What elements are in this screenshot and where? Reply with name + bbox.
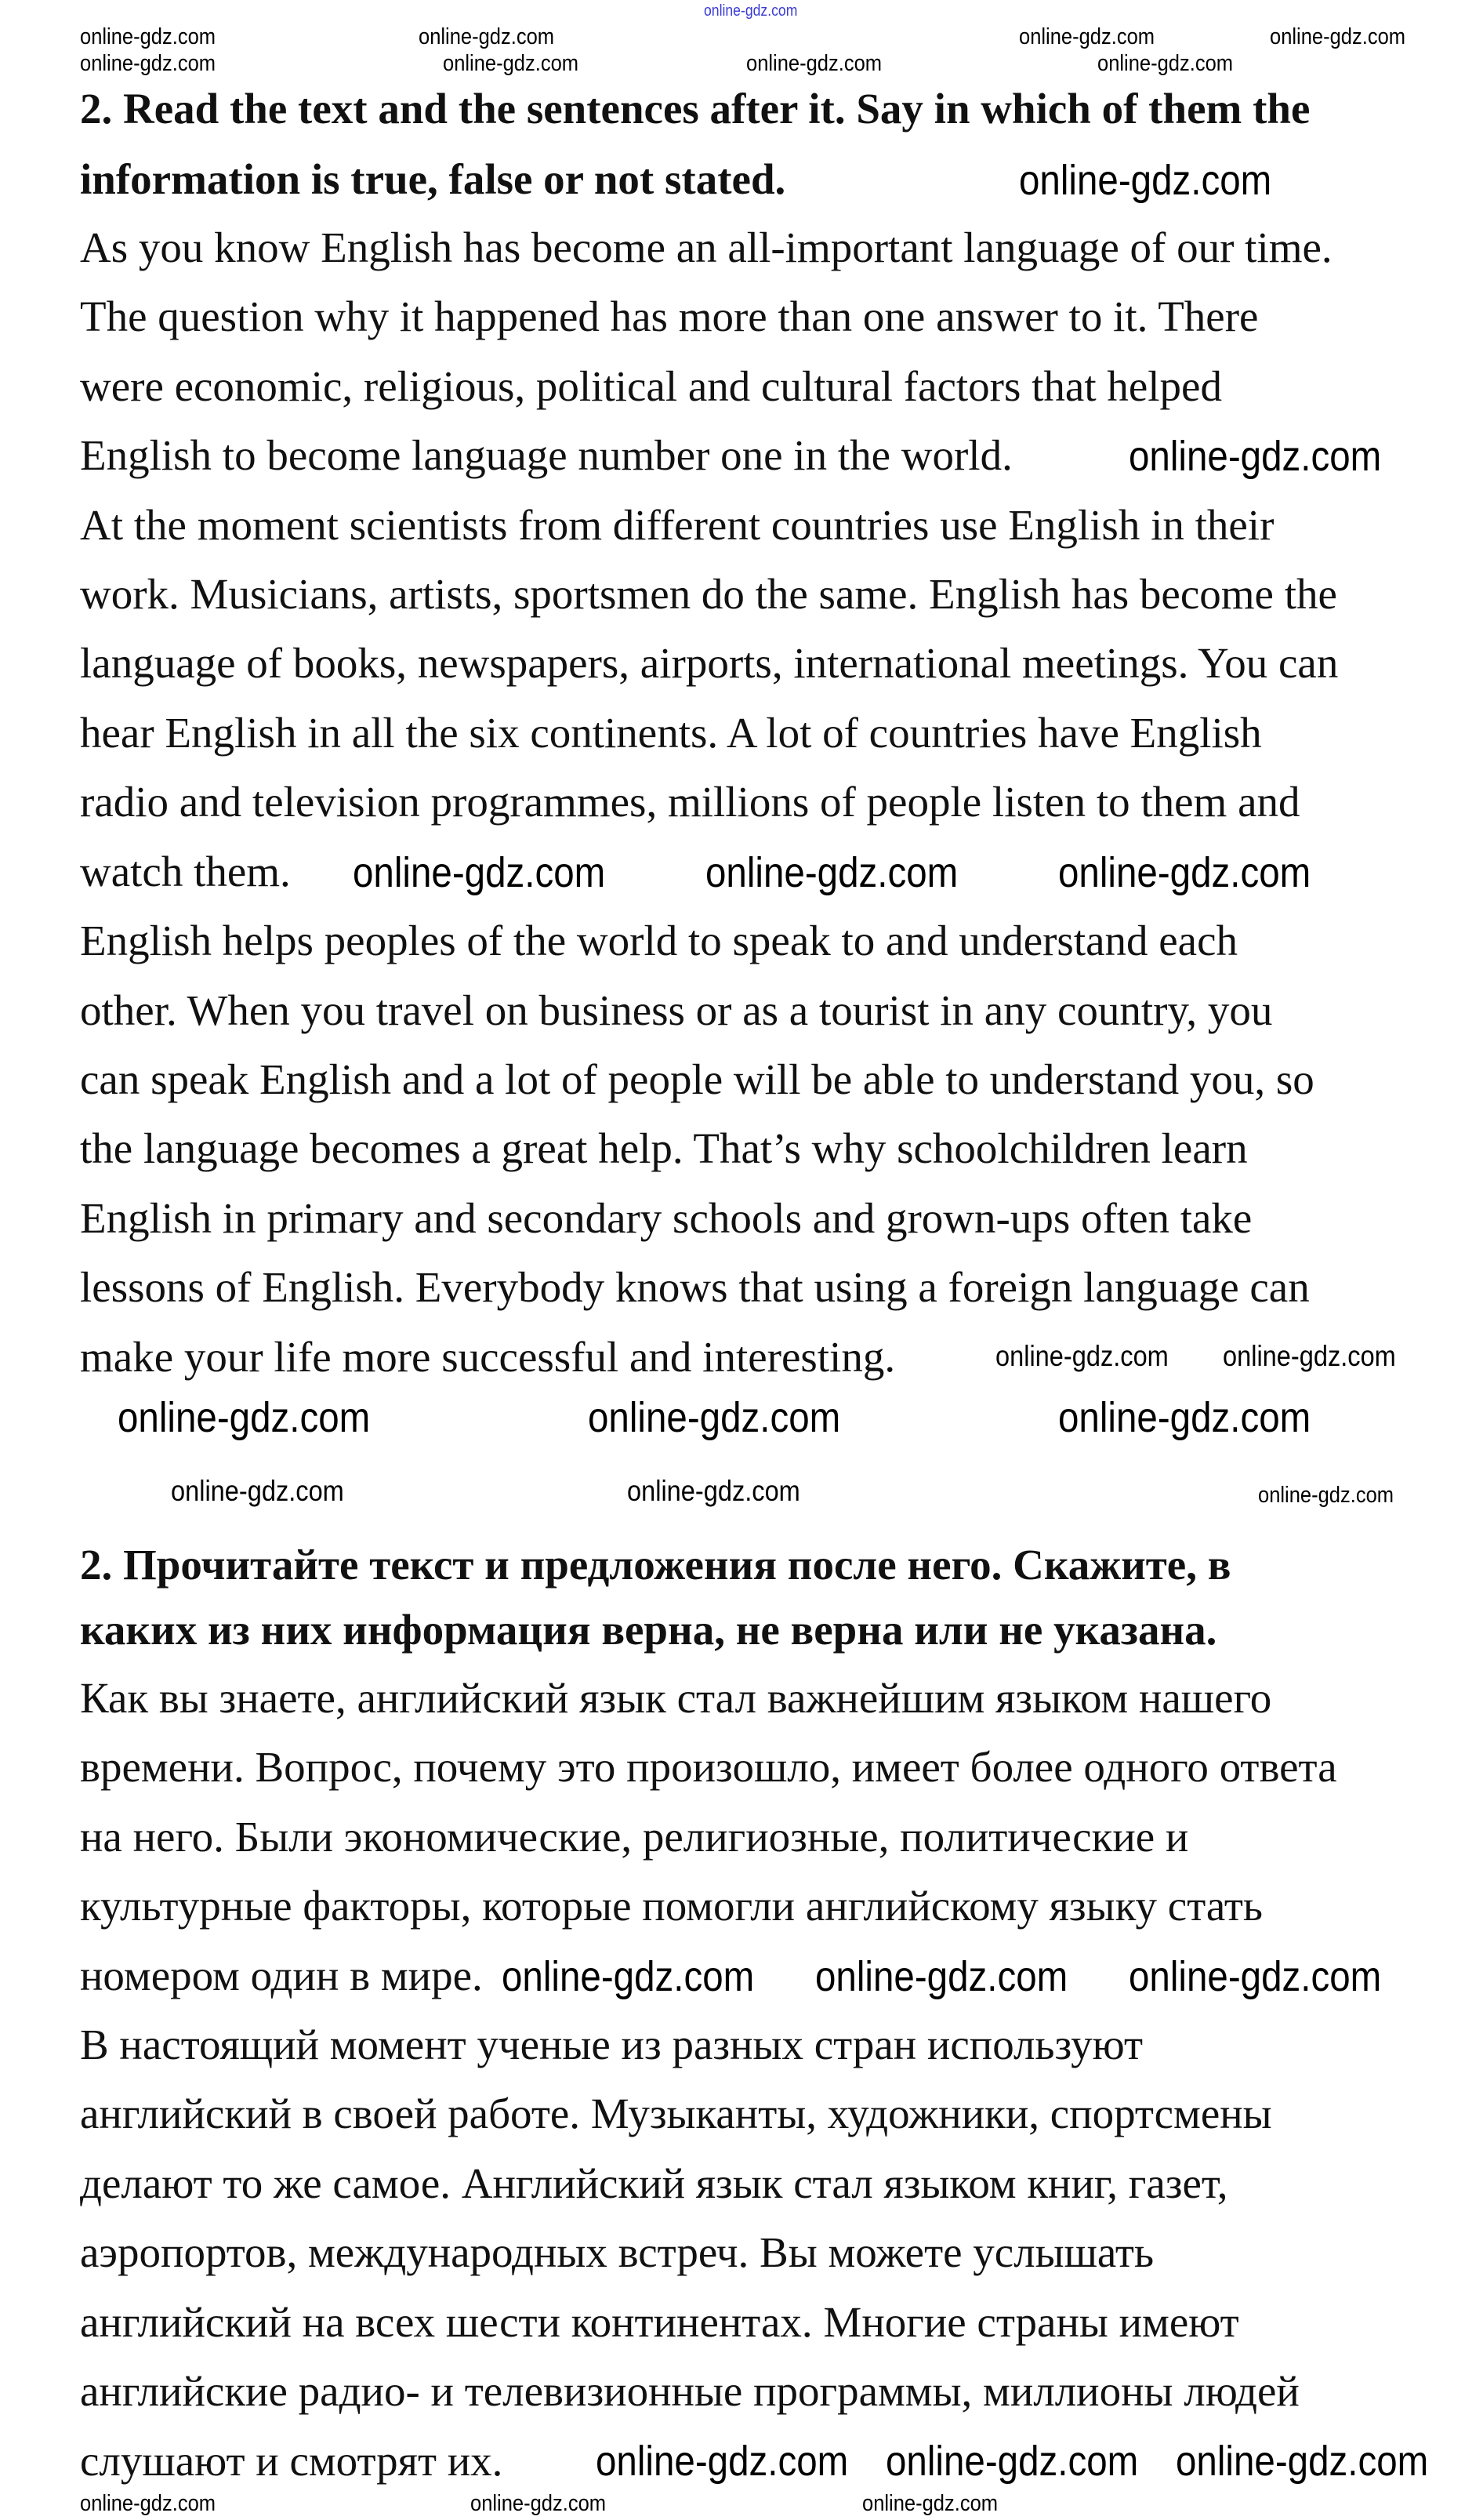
watermark: online-gdz.com	[118, 1394, 371, 1441]
watermark: online-gdz.com	[353, 849, 606, 896]
watermark: online-gdz.com	[470, 2491, 607, 2516]
text-line: английский на всех шести континентах. Многие страны имеют	[80, 2298, 1239, 2346]
watermark: online-gdz.com	[1129, 433, 1382, 480]
watermark: online-gdz.com	[1019, 24, 1155, 49]
text-line: аэропортов, международных встреч. Вы можете услышать	[80, 2228, 1155, 2276]
text-line: делают то же самое. Английский язык стал языком книг, газет,	[80, 2159, 1228, 2207]
watermark: online-gdz.com	[1176, 2438, 1429, 2485]
text-line: времени. Вопрос, почему это произошло, имеет более одного ответа	[80, 1743, 1337, 1791]
text-line: As you know English has become an all-important language of our time.	[80, 223, 1333, 271]
watermark: online-gdz.com	[80, 2491, 216, 2516]
text-line: номером один в мире.	[80, 1952, 483, 1999]
text-line: English in primary and secondary schools and grown-ups often take	[80, 1194, 1253, 1242]
watermark: online-gdz.com	[1270, 24, 1406, 49]
watermark: online-gdz.com	[746, 51, 883, 76]
text-line: The question why it happened has more than one answer to it. There	[80, 292, 1259, 340]
text-line: can speak English and a lot of people will be able to understand you, so	[80, 1055, 1314, 1103]
russian-heading-line: 2. Прочитайте текст и предложения после него. Скажите, в	[80, 1541, 1231, 1589]
text-line: английский в своей работе. Музыканты, художники, спортсмены	[80, 2090, 1272, 2137]
text-line: make your life more successful and interesting.	[80, 1333, 896, 1381]
english-heading-line: 2. Read the text and the sentences after it. Say in which of them the	[80, 85, 1311, 133]
text-line: other. When you travel on business or as a tourist in any country, you	[80, 986, 1273, 1034]
watermark: online-gdz.com	[627, 1475, 800, 1507]
watermark: online-gdz.com	[443, 51, 579, 76]
text-line: Как вы знаете, английский язык стал важнейшим языком нашего	[80, 1674, 1272, 1722]
text-line: watch them.	[80, 848, 291, 895]
text-line: language of books, newspapers, airports, international meetings. You can	[80, 639, 1339, 687]
watermark: online-gdz.com	[1058, 1394, 1311, 1441]
text-line: English to become language number one in the world.	[80, 431, 1013, 479]
text-line: work. Musicians, artists, sportsmen do the same. English has become the	[80, 570, 1337, 618]
watermark: online-gdz.com	[886, 2438, 1139, 2485]
watermark: online-gdz.com	[705, 849, 959, 896]
watermark: online-gdz.com	[419, 24, 555, 49]
watermark: online-gdz.com	[1019, 157, 1272, 204]
watermark: online-gdz.com	[862, 2491, 999, 2516]
text-line: At the moment scientists from different countries use English in their	[80, 501, 1275, 549]
watermark: online-gdz.com	[588, 1394, 841, 1441]
text-line: were economic, religious, political and cultural factors that helped	[80, 362, 1222, 410]
watermark: online-gdz.com	[704, 2, 798, 20]
text-line: English helps peoples of the world to speak to and understand each	[80, 917, 1238, 964]
watermark: online-gdz.com	[171, 1475, 344, 1507]
text-line: hear English in all the six continents. A lot of countries have English	[80, 709, 1262, 757]
text-line: lessons of English. Everybody knows that using a foreign language can	[80, 1263, 1310, 1311]
watermark: online-gdz.com	[995, 1340, 1169, 1372]
watermark: online-gdz.com	[80, 51, 216, 76]
watermark: online-gdz.com	[815, 1953, 1068, 2000]
watermark: online-gdz.com	[1258, 1483, 1394, 1508]
russian-heading-line: каких из них информация верна, не верна или не указана.	[80, 1606, 1217, 1654]
watermark: online-gdz.com	[1223, 1340, 1396, 1372]
watermark: online-gdz.com	[502, 1953, 755, 2000]
text-line: the language becomes a great help. That’s why schoolchildren learn	[80, 1124, 1248, 1172]
watermark: online-gdz.com	[1058, 849, 1311, 896]
text-line: культурные факторы, которые помогли английскому языку стать	[80, 1882, 1264, 1930]
watermark: online-gdz.com	[80, 24, 216, 49]
text-line: на него. Были экономические, религиозные, политические и	[80, 1813, 1189, 1861]
text-line: английские радио- и телевизионные программы, миллионы людей	[80, 2367, 1300, 2415]
watermark: online-gdz.com	[596, 2438, 849, 2485]
english-heading-line: information is true, false or not stated.	[80, 155, 786, 203]
text-line: radio and television programmes, millions of people listen to them and	[80, 778, 1300, 826]
text-line: В настоящий момент ученые из разных стран используют	[80, 2021, 1143, 2068]
watermark: online-gdz.com	[1129, 1953, 1382, 2000]
watermark: online-gdz.com	[1097, 51, 1234, 76]
text-line: слушают и смотрят их.	[80, 2437, 503, 2485]
